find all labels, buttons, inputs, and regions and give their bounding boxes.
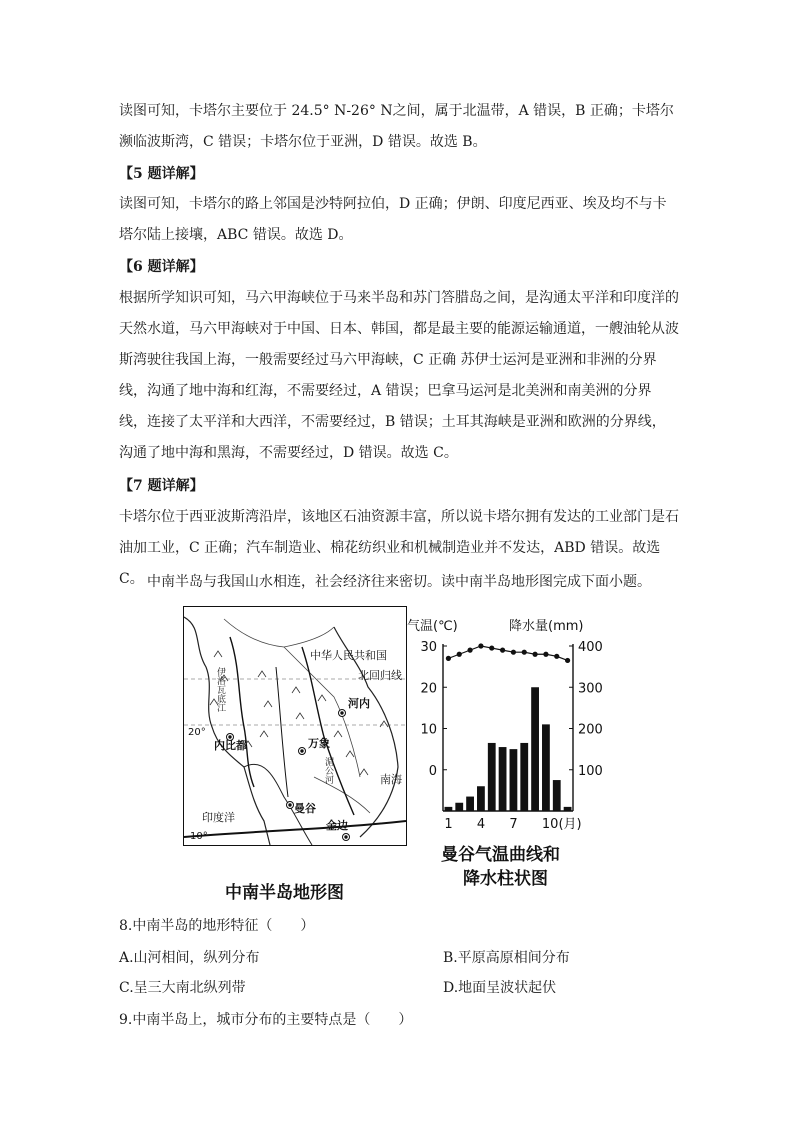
label-south-sea: 南海 bbox=[380, 773, 402, 786]
solution-paragraph-7: 卡塔尔位于西亚波斯湾沿岸，该地区石油资源丰富，所以说卡塔尔拥有发达的工业部门是石油加工业，C 正确；汽车制造业、棉花纺织业和机械制造业并不发达，ABD 错误。故选 C。 bbox=[119, 509, 679, 587]
y-left-tick-label: 30 bbox=[420, 640, 437, 655]
figure bbox=[183, 606, 613, 906]
precipitation-bar bbox=[520, 743, 528, 811]
question-8-option-c: C.呈三大南北纵列带 bbox=[119, 980, 246, 996]
precipitation-bar bbox=[510, 749, 518, 811]
map-drawing bbox=[184, 607, 406, 845]
label-phnom-penh: 金边 bbox=[326, 819, 348, 832]
temperature-point bbox=[467, 648, 472, 653]
temperature-point bbox=[446, 656, 451, 661]
label-vientiane: 万象 bbox=[308, 737, 330, 750]
question-8-option-a: A.山河相间，纵列分布 bbox=[119, 950, 260, 966]
y-right-tick-label: 100 bbox=[578, 763, 603, 779]
label-irrawaddy: 伊洛瓦底江 bbox=[215, 667, 225, 712]
y-left-tick-label: 20 bbox=[420, 681, 437, 697]
y-right-title: 降水量(mm) bbox=[509, 619, 584, 634]
x-tick-label: 4 bbox=[476, 817, 486, 832]
temperature-point bbox=[522, 650, 527, 655]
x-tick-label: 7 bbox=[509, 817, 518, 832]
label-bangkok: 曼谷 bbox=[294, 802, 316, 815]
question-intro: 中南半岛与我国山水相连，社会经济往来密切。读中南半岛地形图完成下面小题。 bbox=[147, 574, 651, 590]
solution-paragraph-6: 根据所学知识可知，马六甲海峡位于马来半岛和苏门答腊岛之间，是沟通太平洋和印度洋的天然水道，马六甲海峡对于中国、日本、韩国，都是最主要的能源运输通道，一艘油轮从波斯湾驶往我国上海，一般需要经过马六甲海峡，C 正确 苏伊士运河是亚洲和非洲的分界线，沟通了地中海和红海，不需要经过，A 错误；巴拿马运河是北美洲和南美洲的分界线，连接了太平洋和大西洋，不需要经过，B 错误；土耳其海峡是亚洲和欧洲的分界线，沟通了地中海和黑海，不需要经过，D 错误。故选 C。 bbox=[119, 290, 679, 461]
question-8-stem: 8.中南半岛的地形特征（ ） bbox=[119, 918, 315, 934]
y-left-title: 气温(℃) bbox=[407, 619, 458, 634]
label-hanoi: 河内 bbox=[348, 697, 370, 710]
section-header-7: 【7 题详解】 bbox=[119, 478, 204, 494]
map-caption: 中南半岛地形图 bbox=[225, 883, 344, 903]
precipitation-bar bbox=[455, 803, 463, 811]
x-tick-label: 10(月) bbox=[541, 817, 582, 832]
temperature-point bbox=[532, 652, 537, 657]
y-right-tick-label: 200 bbox=[578, 722, 603, 738]
precipitation-bar bbox=[531, 687, 539, 811]
temperature-point bbox=[565, 658, 570, 663]
temperature-point bbox=[489, 645, 494, 650]
solution-paragraph-4: 读图可知，卡塔尔主要位于 24.5° N-26° N之间，属于北温带，A 错误，B 正确；卡塔尔濒临波斯湾，C 错误；卡塔尔位于亚洲，D 错误。故选 B。 bbox=[119, 103, 674, 150]
y-right-tick-label: 300 bbox=[578, 681, 603, 697]
precipitation-bar bbox=[488, 743, 496, 811]
label-indian-ocean: 印度洋 bbox=[202, 811, 235, 824]
label-lat-10: 10° bbox=[190, 831, 208, 842]
precipitation-bar bbox=[477, 786, 485, 811]
temperature-point bbox=[543, 652, 548, 657]
section-header-5: 【5 题详解】 bbox=[119, 166, 204, 182]
label-china: 中华人民共和国 bbox=[310, 649, 387, 662]
chart-caption-line1: 曼谷气温曲线和 bbox=[441, 845, 560, 865]
chart-caption-line2: 降水柱状图 bbox=[463, 869, 548, 889]
precipitation-bar bbox=[564, 807, 572, 811]
indochina-map bbox=[183, 606, 407, 846]
precipitation-bar bbox=[445, 807, 453, 811]
solution-paragraph-5: 读图可知，卡塔尔的路上邻国是沙特阿拉伯，D 正确；伊朗、印度尼西亚、埃及均不与卡塔尔陆上接壤，ABC 错误。故选 D。 bbox=[119, 196, 667, 243]
precipitation-bar bbox=[553, 780, 561, 811]
label-mekong: 湄公河 bbox=[323, 757, 333, 784]
y-right-tick-label: 400 bbox=[578, 640, 603, 655]
precipitation-bar bbox=[466, 797, 474, 811]
precipitation-bar bbox=[542, 724, 550, 811]
temperature-line bbox=[448, 646, 567, 660]
temperature-point bbox=[511, 650, 516, 655]
section-header-6: 【6 题详解】 bbox=[119, 259, 204, 275]
x-tick-label: 1 bbox=[444, 817, 453, 832]
y-left-tick-label: 0 bbox=[428, 763, 437, 779]
y-left-tick-label: 10 bbox=[420, 722, 437, 738]
question-8-option-d: D.地面呈波状起伏 bbox=[443, 980, 557, 996]
temperature-point bbox=[500, 648, 505, 653]
label-tropic: 北回归线 bbox=[358, 669, 402, 682]
label-lat-20: 20° bbox=[188, 727, 206, 738]
question-9-stem: 9.中南半岛上，城市分布的主要特点是（ ） bbox=[119, 1012, 413, 1028]
precipitation-bar bbox=[499, 747, 507, 811]
bangkok-climate-chart bbox=[405, 606, 615, 846]
label-naypyidaw: 内比都 bbox=[214, 739, 247, 752]
question-8-option-b: B.平原高原相间分布 bbox=[443, 950, 570, 966]
temperature-point bbox=[478, 643, 483, 648]
temperature-point bbox=[554, 654, 559, 659]
temperature-point bbox=[457, 652, 462, 657]
